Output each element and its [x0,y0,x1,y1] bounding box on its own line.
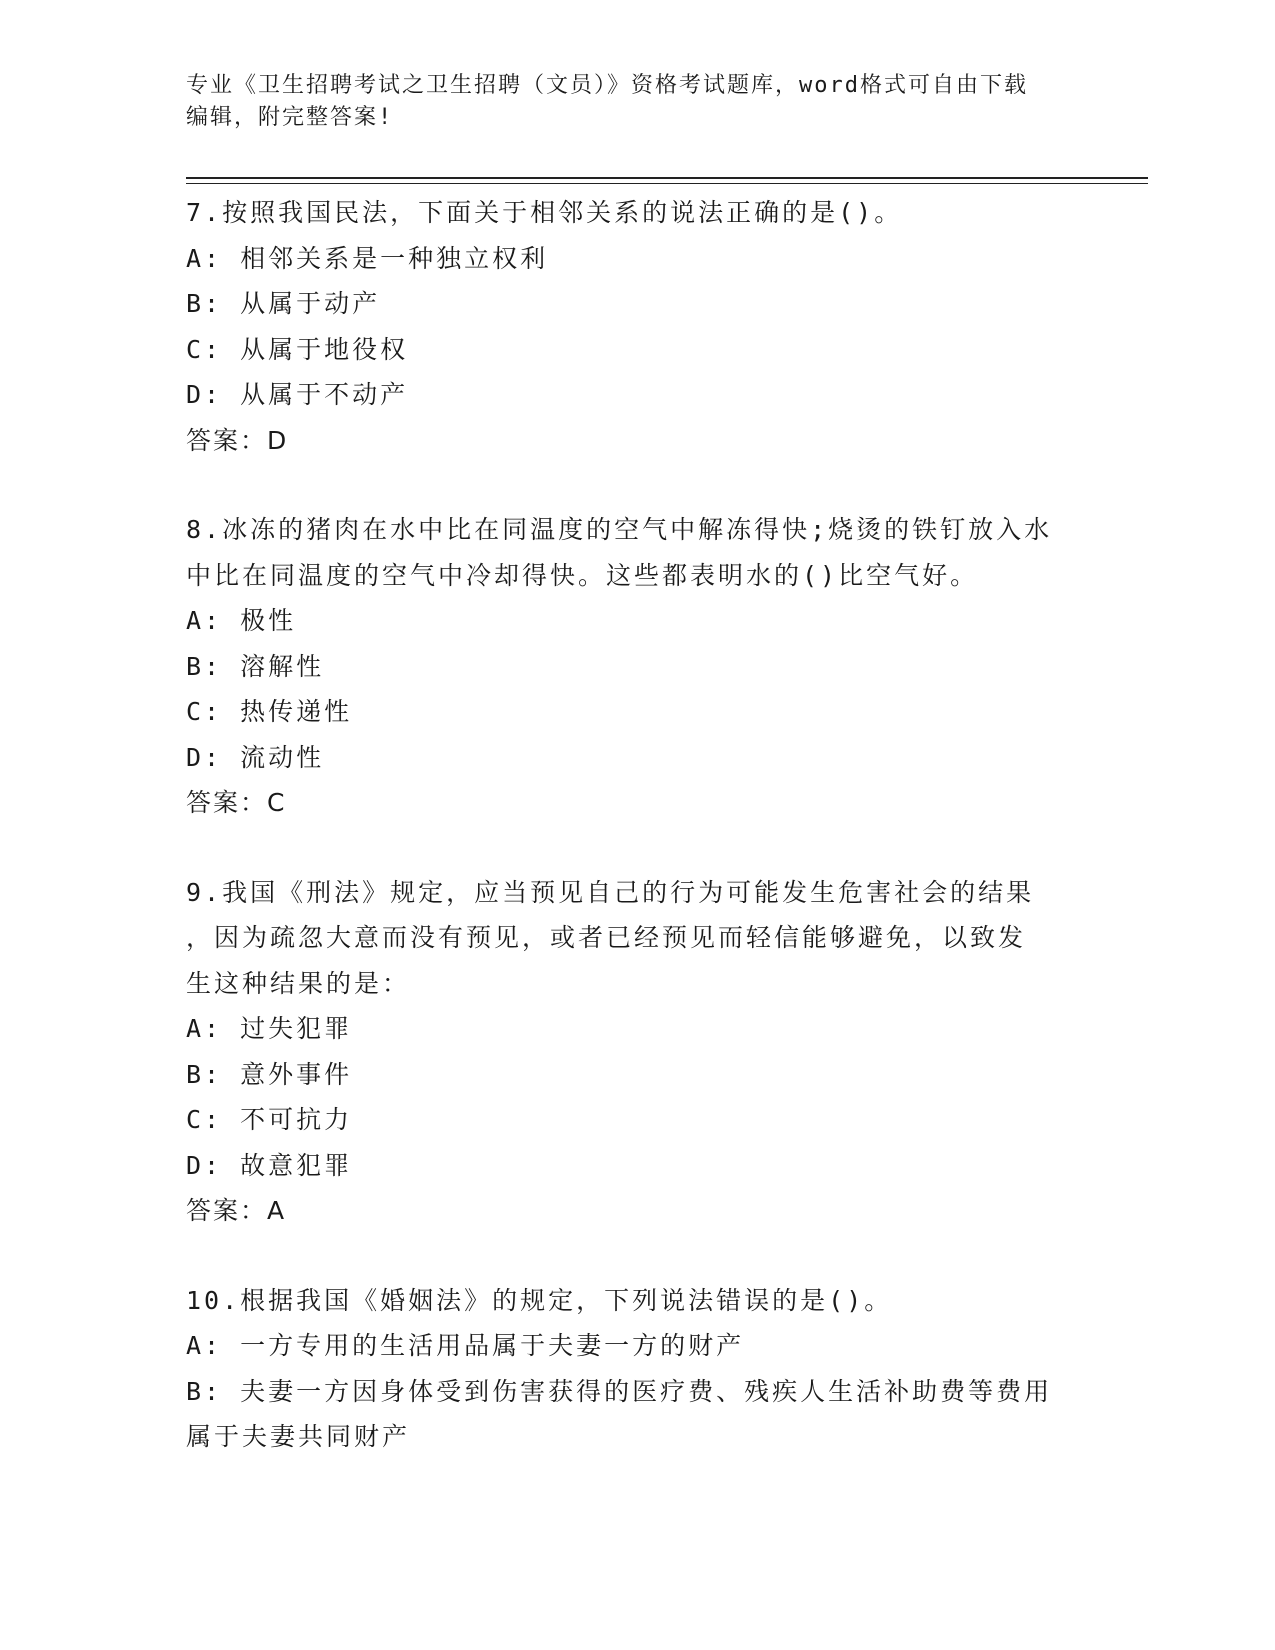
answer-label: 答案：C [186,788,287,817]
question-10 [186,1278,1066,1460]
option-d: D: 从属于不动产 [186,380,409,409]
option-a: A: 过失犯罪 [186,1014,353,1043]
answer-label: 答案：D [186,425,289,455]
option-d: D: 流动性 [186,742,325,772]
answer-label: 答案：A [186,1196,287,1225]
question-stem: 9.我国《刑法》规定，应当预见自己的行为可能发生危害社会的结果 [186,877,1035,907]
option-a: A: 极性 [186,606,297,635]
option-c: C: 不可抗力 [186,1105,353,1134]
header-divider-thin [186,183,1148,184]
question-stem: 7.按照我国民法，下面关于相邻关系的说法正确的是()。 [186,198,903,227]
option-b: B: 意外事件 [186,1059,353,1089]
option-b: B: 从属于动产 [186,289,381,318]
header-line-1: 专业《卫生招聘考试之卫生招聘（文员）》资格考试题库，word格式可自由下载 [186,73,1028,98]
question-9 [186,870,1066,1234]
question-stem: 中比在同温度的空气中冷却得快。这些都表明水的()比空气好。 [186,560,979,590]
option-b-continued: 属于夫妻共同财产 [186,1422,411,1451]
option-c: C: 从属于地役权 [186,334,409,364]
question-7 [186,190,1066,463]
option-b: B: 溶解性 [186,651,325,681]
header-divider-thick [186,177,1148,179]
option-d: D: 故意犯罪 [186,1150,353,1180]
option-b: B: 夫妻一方因身体受到伤害获得的医疗费、残疾人生活补助费等费用 [186,1376,1053,1406]
document-header [186,70,1066,134]
header-line-2: 编辑，附完整答案! [186,105,394,130]
question-stem: ，因为疏忽大意而没有预见，或者已经预见而轻信能够避免，以致发 [186,923,1027,952]
question-8 [186,507,1066,826]
option-a: A: 相邻关系是一种独立权利 [186,243,549,273]
question-stem: 生这种结果的是： [186,968,411,998]
option-c: C: 热传递性 [186,697,353,726]
question-list [186,190,1066,1504]
option-a: A: 一方专用的生活用品属于夫妻一方的财产 [186,1331,745,1360]
question-stem: 8.冰冻的猪肉在水中比在同温度的空气中解冻得快;烧烫的铁钉放入水 [186,515,1053,544]
question-stem: 10.根据我国《婚姻法》的规定，下列说法错误的是()。 [186,1285,893,1315]
